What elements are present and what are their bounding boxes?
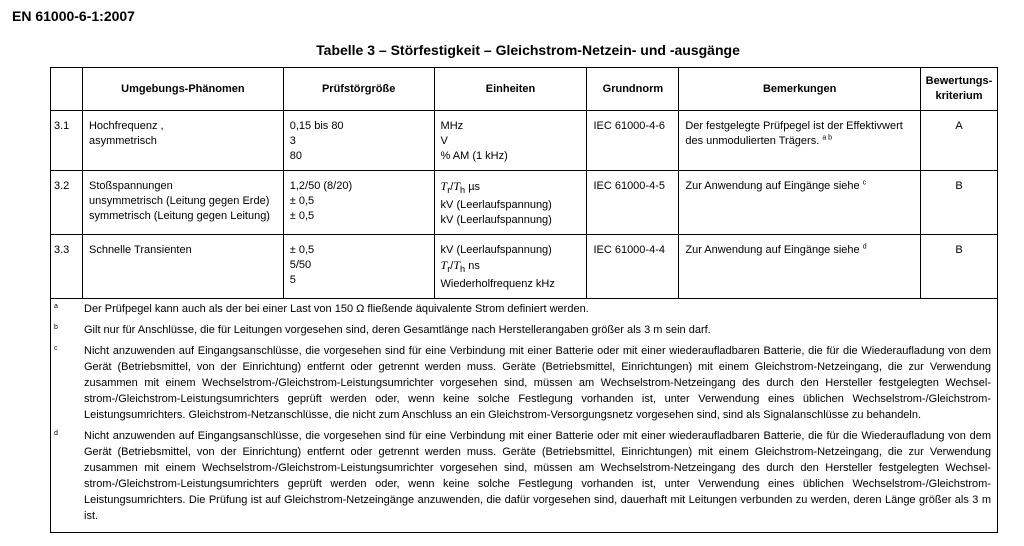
footnote-mark: a bbox=[54, 303, 58, 311]
th-symbol: T bbox=[453, 179, 461, 193]
footnote-mark: d bbox=[54, 430, 58, 438]
remark-text: Der festgelegte Prüfpegel ist der Effektivwert des unmodulierten Trägers. bbox=[685, 120, 903, 147]
standard-cell: IEC 61000-4-5 bbox=[587, 171, 679, 235]
footnotes-row bbox=[51, 299, 998, 533]
criterion-cell: B bbox=[920, 171, 997, 235]
remark-footnote-ref: a b bbox=[822, 134, 833, 142]
footnote-text: Gilt nur für Anschlüsse, die für Leitungen vorgesehen sind, deren Gesamtlänge nach Herstellerangaben größer als 3 m sein darf. bbox=[84, 324, 711, 337]
criterion-cell: A bbox=[920, 111, 997, 171]
footnote-text: Nicht anzuwenden auf Eingangsanschlüsse, die vorgesehen sind für eine Verbindung mit einer Batterie oder mit einer wiederaufladbaren Batterie, die für die Wiederaufladung von dem Gerät (Betriebsmittel, von der Einrichtung) entfernt oder getrennt werden muss. Geräte (Betriebsmittel, Einrichtungen) mit einem Gleichstrom-Netzeingang, die zur Verwendung zusammen mit einem Wechselstrom-/Gleichstrom-Leistungsumrichter vorgesehen sind, müssen am Wechselstrom-Netzeingang des durch den Hersteller festgelegten Wechsel-strom-/Gleichstrom-Leistungsumrichters geprüft werden oder, wenn keine solche Festlegung vorhanden ist, unter Verwendung eines üblichen Wechselstrom-/Gleichstrom-Leistungsumrichters. Die Prüfung ist auf Gleichstrom-Netzeingänge anzuwenden, die dafür vorgesehen sind, dauerhaft mit Leitungen verbunden zu werden, deren Länge größer als 3 m ist. bbox=[84, 430, 991, 523]
footnote bbox=[54, 428, 991, 524]
units-slash: / bbox=[450, 181, 454, 193]
header-test-level: Prüfstörgröße bbox=[283, 68, 434, 111]
remark-footnote-ref: c bbox=[862, 179, 867, 187]
remark-footnote-ref: d bbox=[862, 243, 867, 251]
level-line: ± 0,5 bbox=[289, 210, 315, 222]
row-number: 3.1 bbox=[51, 111, 83, 171]
level-cell bbox=[283, 111, 434, 171]
units-cell bbox=[434, 235, 587, 299]
units-line: kV (Leerlaufspannung) bbox=[440, 244, 552, 257]
units-cell bbox=[434, 171, 587, 235]
tr-subscript: r bbox=[447, 185, 451, 196]
footnote bbox=[54, 343, 991, 423]
remark-text: Zur Anwendung auf Eingänge siehe bbox=[685, 180, 860, 192]
units-suffix: ns bbox=[465, 260, 480, 273]
th-subscript: h bbox=[460, 264, 466, 275]
units-line: % AM (1 kHz) bbox=[440, 150, 508, 162]
tr-symbol: T bbox=[440, 179, 448, 193]
tr-subscript: r bbox=[447, 264, 451, 275]
units-line bbox=[441, 258, 581, 277]
header-standard: Grundnorm bbox=[587, 68, 679, 111]
level-line: 80 bbox=[289, 150, 302, 162]
standard-cell: IEC 61000-4-6 bbox=[587, 111, 679, 171]
phenomenon-line: Hochfrequenz , bbox=[88, 120, 164, 132]
standard-cell: IEC 61000-4-4 bbox=[587, 235, 679, 299]
remarks-cell bbox=[679, 111, 921, 171]
header-phenomenon: Umgebungs-Phänomen bbox=[82, 68, 283, 111]
footnote-text: Nicht anzuwenden auf Eingangsanschlüsse, die vorgesehen sind für eine Verbindung mit einer Batterie oder mit einer wiederaufladbaren Batterie, die für die Wiederaufladung von dem Gerät (Betriebsmittel, von der Einrichtung) entfernt oder getrennt werden muss. Geräte (Betriebsmittel, Einrichtungen) mit einem Gleichstrom-Netzeingang, die zur Verwendung zusammen mit einem Wechselstrom-/Gleichstrom-Leistungsumrichter vorgesehen sind, müssen am Wechselstrom-Netzeingang des durch den Hersteller festgelegten Wechsel-strom-/Gleichstrom-Leistungsumrichters geprüft werden oder, wenn keine solche Festlegung vorhanden ist, unter Verwendung eines üblichen Wechselstrom-/Gleichstrom-Leistungsumrichters. Gleichstrom-Netzanschlüsse, die nicht zum Anschluss an ein Gleichstrom-Versorgungsnetz vorgesehen sind, sind als Signalanschlüsse zu behandeln. bbox=[84, 345, 991, 422]
th-subscript: h bbox=[460, 185, 466, 196]
footnote-mark: c bbox=[54, 345, 58, 353]
row-number: 3.3 bbox=[51, 235, 83, 299]
phenomenon-cell bbox=[82, 171, 283, 235]
tr-symbol: T bbox=[440, 258, 448, 273]
units-line: kV (Leerlaufspannung) bbox=[440, 214, 552, 227]
units-line: kV (Leerlaufspannung) bbox=[440, 199, 552, 212]
level-line: 1,2/50 (8/20) bbox=[289, 180, 353, 192]
footnotes-cell bbox=[51, 299, 998, 533]
footnote-mark: b bbox=[54, 324, 58, 332]
header-criterion bbox=[920, 68, 997, 111]
immunity-table bbox=[50, 67, 998, 533]
table-title: Tabelle 3 – Störfestigkeit – Gleichstrom-Netzein- und -ausgänge bbox=[316, 42, 740, 58]
level-cell bbox=[283, 235, 434, 299]
phenomenon-line: symmetrisch (Leitung gegen Leitung) bbox=[88, 210, 270, 222]
units-line bbox=[441, 179, 581, 198]
criterion-cell: B bbox=[920, 235, 997, 299]
units-slash: / bbox=[450, 260, 454, 273]
level-line: ± 0,5 bbox=[289, 244, 315, 257]
table-header-row bbox=[51, 68, 998, 111]
footnote bbox=[54, 301, 991, 317]
units-cell bbox=[434, 111, 587, 171]
phenomenon-line: asymmetrisch bbox=[88, 135, 157, 147]
remarks-cell bbox=[679, 171, 921, 235]
units-suffix: µs bbox=[465, 181, 481, 193]
header-units: Einheiten bbox=[434, 68, 587, 111]
footnote-text: Der Prüfpegel kann auch als der bei einer Last von 150 Ω fließende äquivalente Strom definiert werden. bbox=[84, 303, 589, 316]
table-row bbox=[51, 235, 998, 299]
level-line: 3 bbox=[289, 135, 296, 147]
header-remarks: Bemerkungen bbox=[679, 68, 921, 111]
phenomenon-line: Schnelle Transienten bbox=[88, 244, 192, 257]
phenomenon-line: unsymmetrisch (Leitung gegen Erde) bbox=[88, 195, 270, 207]
remarks-cell bbox=[679, 235, 921, 299]
header-criterion-line1: Bewertungs- bbox=[925, 75, 993, 87]
footnote bbox=[54, 322, 991, 338]
row-number: 3.2 bbox=[51, 171, 83, 235]
level-line: ± 0,5 bbox=[289, 195, 315, 207]
header-criterion-line2: kriterium bbox=[935, 90, 983, 102]
level-line: 5/50 bbox=[289, 259, 312, 272]
phenomenon-cell bbox=[82, 111, 283, 171]
phenomenon-line: Stoßspannungen bbox=[88, 180, 173, 192]
table-row bbox=[51, 111, 998, 171]
level-cell bbox=[283, 171, 434, 235]
level-line: 5 bbox=[289, 274, 296, 287]
table-row bbox=[51, 171, 998, 235]
phenomenon-cell bbox=[82, 235, 283, 299]
document-id: EN 61000-6-1:2007 bbox=[12, 8, 135, 24]
level-line: 0,15 bis 80 bbox=[289, 120, 344, 132]
th-symbol: T bbox=[453, 258, 461, 273]
units-line: MHz bbox=[440, 120, 464, 132]
units-line: Wiederholfrequenz kHz bbox=[440, 278, 555, 291]
header-no bbox=[51, 68, 83, 111]
remark-text: Zur Anwendung auf Eingänge siehe bbox=[685, 244, 860, 257]
units-line: V bbox=[440, 135, 448, 147]
